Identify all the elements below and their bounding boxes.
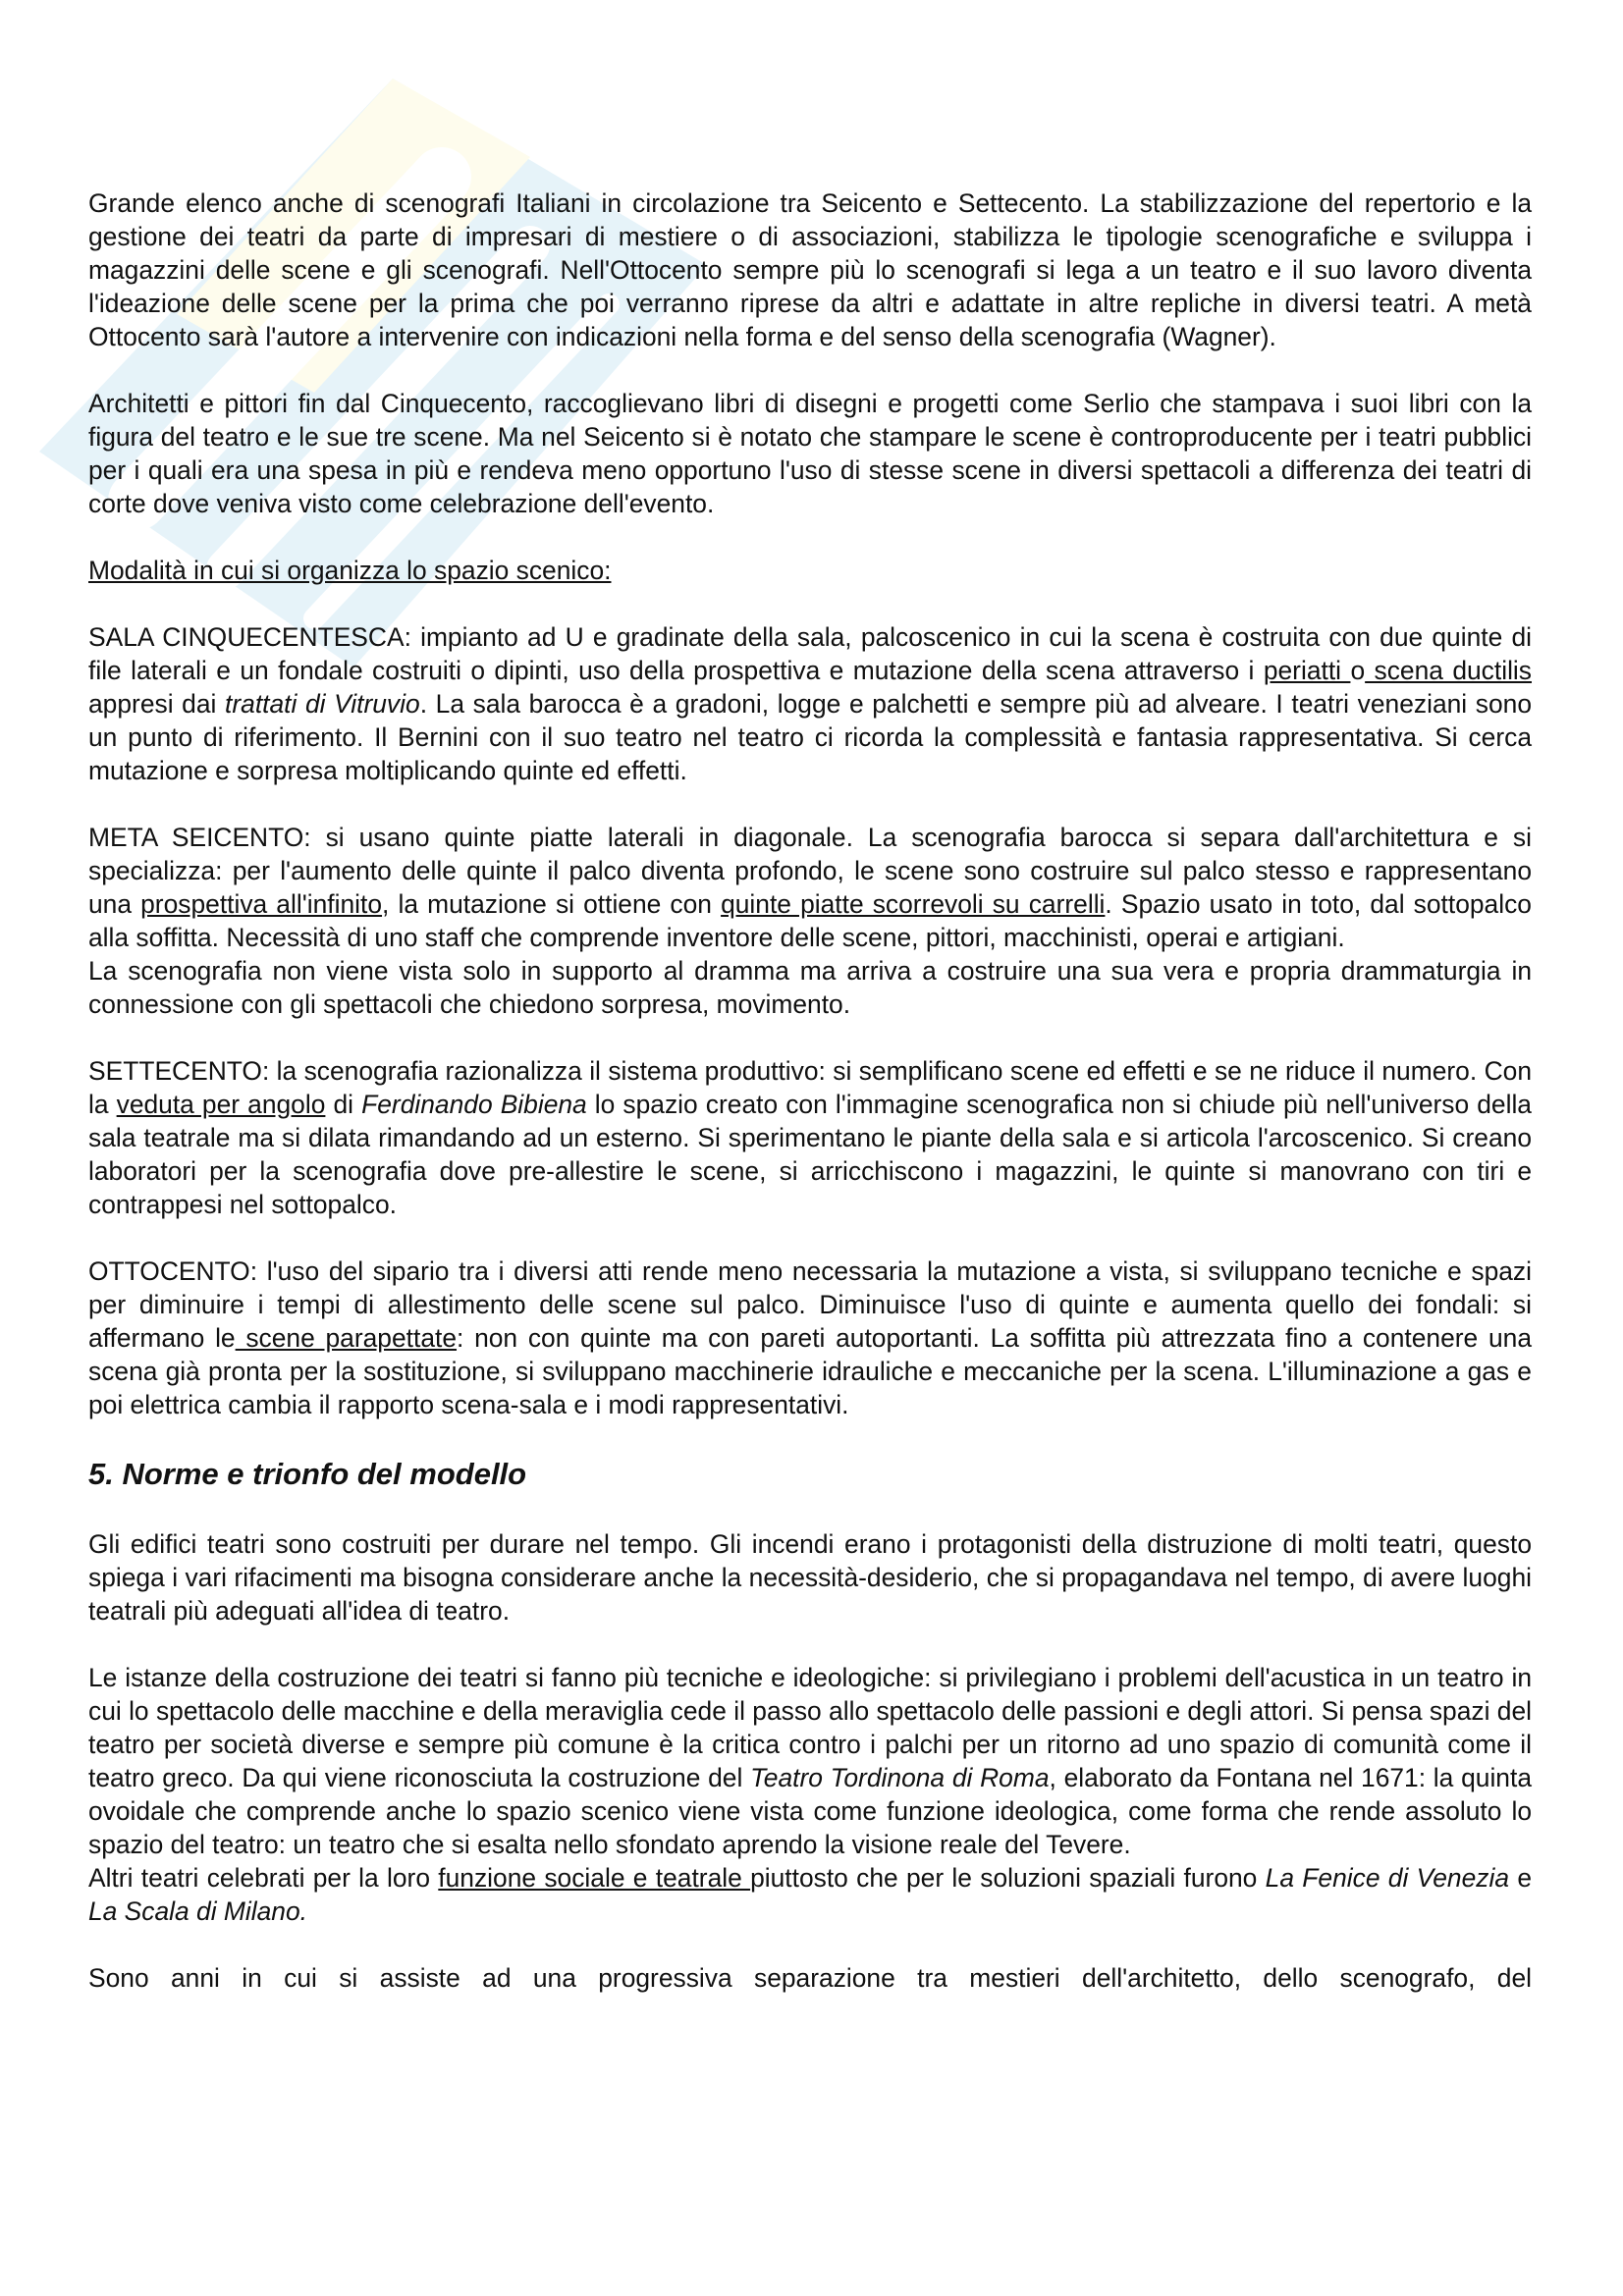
paragraph-ottocento: [88, 1255, 1532, 1421]
italic-term: Ferdinando Bibiena: [361, 1090, 587, 1119]
text-run: , elaborato da Fontana nel 1671: la quinta ovoidale che comprende anche lo spazio scenico viene vista come funzione ideologica, come forma che rende assoluto lo spazio del teatro: un teatro che si esalta nello sfondato aprendo la visione reale del Tevere.: [88, 1763, 1532, 1859]
text-run: .: [299, 1896, 307, 1926]
text-run: di: [325, 1090, 362, 1119]
underlined-term: veduta per angolo: [116, 1090, 326, 1119]
paragraph-architetti: Architetti e pittori fin dal Cinquecento, raccoglievano libri di disegni e progetti come Serlio che stampava i suoi libri con la figura del teatro e le sue tre scene. Ma nel Seicento si è notato che stampare le scene è controproducente per i teatri pubblici per i quali era una spesa in più e rendeva meno opportuno l'uso di stesse scene in diversi spettacoli a differenza dei teatri di corte dove veniva visto come celebrazione dell'evento.: [88, 389, 1532, 518]
text-run: e: [1509, 1863, 1532, 1893]
italic-term: La Scala di Milano: [88, 1896, 300, 1926]
text-run: lo spazio creato con l'immagine scenografica non si chiude più nell'universo della sala teatrale ma si dilata rimandando ad un esterno. Si sperimentano le piante della sala e si articola l'arcoscenico. Si creano laboratori per la scenografia dove pre-allestire le scene, si arricchiscono i magazzini, le quinte si manovrano con tiri e contrappesi nel sottopalco.: [88, 1090, 1532, 1219]
text-run: appresi dai: [88, 689, 226, 719]
text-run: o: [1350, 656, 1366, 685]
text-run: , la mutazione si ottiene con: [382, 889, 722, 919]
subtitle-text: Modalità in cui si organizza lo spazio scenico:: [88, 556, 612, 585]
text-run: SETTECENTO: la scenografia razionalizza il sistema produttivo: si semplificano scene ed effetti e se ne riduce il numero. Con la: [88, 1056, 1532, 1119]
text-run: Altri teatri celebrati per la loro: [88, 1863, 439, 1893]
section-subtitle: [88, 554, 1532, 587]
paragraph-sala-cinquecentesca: [88, 620, 1532, 787]
underlined-term: periatti: [1263, 656, 1351, 685]
italic-term: trattati di Vitruvio: [225, 689, 420, 719]
text-run: : non con quinte ma con pareti autoportanti. La soffitta più attrezzata fino a contenere una scena già pronta per la sostituzione, si sviluppano macchinerie idrauliche e meccaniche per la scena. L'illuminazione a gas e poi elettrica cambia il rapporto scena-sala e i modi rappresentativi.: [88, 1323, 1532, 1419]
paragraph-istanze: [88, 1661, 1532, 1861]
text-run: . La sala barocca è a gradoni, logge e palchetti e sempre più ad alveare. I teatri veneziani sono un punto di riferimento. Il Bernini con il suo teatro nel teatro ci ricorda la complessità e fantasia rappresentativa. Si cerca mutazione e sorpresa moltiplicando quinte ed effetti.: [88, 689, 1533, 785]
document-page: [88, 187, 1532, 2028]
paragraph-scenografi: Grande elenco anche di scenografi Italiani in circolazione tra Seicento e Settecento. La stabilizzazione del repertorio e la gestione dei teatri da parte di impresari di mestiere o di associazioni, stabilizza le tipologie scenografiche e sviluppa i magazzini delle scene e gli scenografi. Nell'Ottocento sempre più lo scenografi si lega a un teatro e il suo lavoro diventa l'ideazione delle scene per la prima che poi verranno riprese da altri e adattate in altre repliche in diversi teatri. A metà Ottocento sarà l'autore a intervenire con indicazioni nella forma e del senso della scenografia (Wagner).: [88, 188, 1532, 351]
underlined-term: funzione sociale e teatrale: [438, 1863, 751, 1893]
text-run: SALA CINQUECENTESCA: impianto ad U e gradinate della sala, palcoscenico in cui la scena è costruita con due quinte di file laterali e un fondale costruiti o dipinti, uso della prospettiva e mutazione della scena attraverso i: [88, 622, 1532, 685]
italic-term: Teatro Tordinona di Roma: [750, 1763, 1050, 1792]
underlined-term: scene parapettate: [235, 1323, 458, 1353]
paragraph-meta-seicento: [88, 821, 1532, 954]
text-run: META SEICENTO: si usano quinte piatte laterali in diagonale. La scenografia barocca si separa dall'architettura e si specializza: per l'aumento delle quinte il palco diventa profondo, le scene sono costruire sul palco stesso e rappresentano una: [88, 823, 1532, 919]
text-run: . Spazio usato in toto, dal sottopalco alla soffitta. Necessità di uno staff che comprende inventore delle scene, pittori, macchinisti, operai e artigiani.: [88, 889, 1532, 952]
text-run: OTTOCENTO: l'uso del sipario tra i diversi atti rende meno necessaria la mutazione a vista, si sviluppano tecniche e spazi per diminuire i tempi di allestimento delle scene sul palco. Diminuisce l'uso di quinte e aumenta quello dei fondali: si affermano le: [88, 1256, 1532, 1353]
underlined-term: scena ductilis: [1365, 656, 1532, 685]
paragraph-drammaturgia: La scenografia non viene vista solo in supporto al dramma ma arriva a costruire una sua vera e propria drammaturgia in connessione con gli spettacoli che chiedono sorpresa, movimento.: [88, 956, 1532, 1019]
underlined-term: prospettiva all'infinito: [140, 889, 383, 919]
paragraph-settecento: [88, 1054, 1532, 1221]
section-heading: 5. Norme e trionfo del modello: [88, 1457, 527, 1491]
paragraph-edifici: Gli edifici teatri sono costruiti per durare nel tempo. Gli incendi erano i protagonisti della distruzione di molti teatri, questo spiega i vari rifacimenti ma bisogna considerare anche la necessità-desiderio, che si propagandava nel tempo, di avere luoghi teatrali più adeguati all'idea di teatro.: [88, 1529, 1532, 1626]
text-run: Le istanze della costruzione dei teatri si fanno più tecniche e ideologiche: si privilegiano i problemi dell'acustica in un teatro in cui lo spettacolo delle macchine e della meraviglia cede il passo allo spettacolo delle passioni e degli attori. Si pensa spazi del teatro per società diverse e sempre più comune è la critica contro i palchi per un ritorno ad uno spazio di comunità come il teatro greco. Da qui viene riconosciuta la costruzione del: [88, 1663, 1532, 1792]
text-run: piuttosto che per le soluzioni spaziali furono: [750, 1863, 1266, 1893]
italic-term: La Fenice di Venezia: [1265, 1863, 1510, 1893]
paragraph-mestieri: Sono anni in cui si assiste ad una progressiva separazione tra mestieri dell'architetto, dello scenografo, del: [88, 1963, 1532, 1993]
paragraph-altri-teatri: [88, 1861, 1532, 1928]
underlined-term: quinte piatte scorrevoli su carrelli: [721, 889, 1106, 919]
